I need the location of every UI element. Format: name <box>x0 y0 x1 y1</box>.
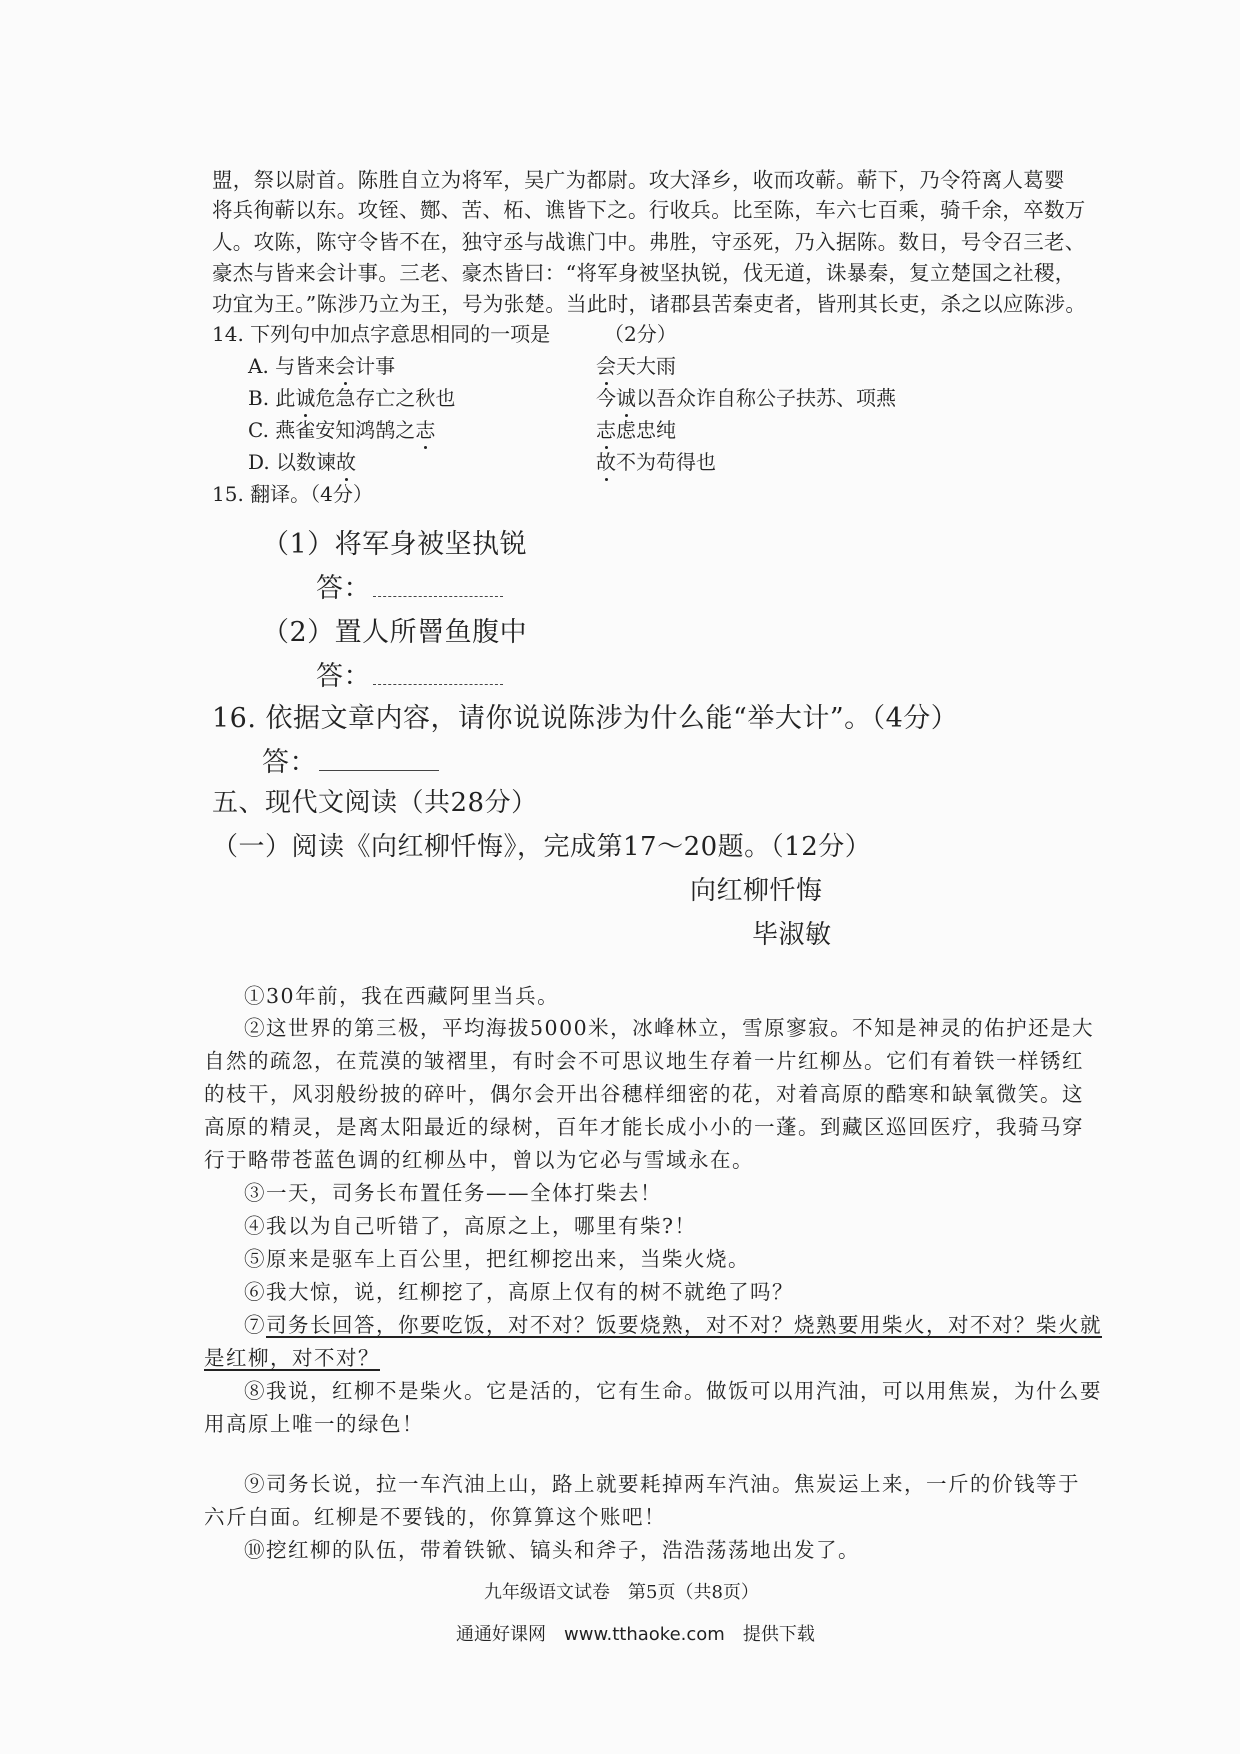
paragraph-2-line: 的枝干，风羽般纷披的碎叶，偶尔会开出谷穗样细密的花，对着高原的酷寒和缺氧微笑。这 <box>204 1082 1084 1106</box>
classical-line: 将兵徇蕲以东。攻铚、酂、苦、柘、谯皆下之。行收兵。比至陈，车六七百乘，骑千余，卒数万 <box>212 198 1086 222</box>
paragraph-2-line: 高原的精灵，是离太阳最近的绿树，百年才能长成小小的一蓬。到藏区巡回医疗，我骑马穿 <box>204 1115 1084 1139</box>
question-14-stem: 14. 下列句中加点字意思相同的一项是 <box>212 322 551 346</box>
download-note: 通通好课网 www.tthaoke.com 提供下载 <box>456 1624 815 1645</box>
question-15-answer-1[interactable]: 答： <box>316 566 503 605</box>
paragraph-9-line: 六斤白面。红柳是不要钱的，你算算这个账吧！ <box>204 1505 666 1529</box>
paragraph-9-line: ⑨司务长说，拉一车汽油上山，路上就要耗掉两车汽油。焦炭运上来，一斤的价钱等于 <box>244 1472 1080 1496</box>
paragraph-6: ⑥我大惊，说，红柳挖了，高原上仅有的树不就绝了吗？ <box>244 1280 794 1304</box>
answer-blank[interactable] <box>319 748 439 771</box>
article-title: 向红柳忏悔 <box>690 876 823 906</box>
paragraph-4: ④我以为自己听错了，高原之上，哪里有柴?！ <box>244 1214 697 1238</box>
question-14-option-a-right: 会天大雨 <box>596 354 676 378</box>
paragraph-3: ③一天，司务长布置任务——全体打柴去！ <box>244 1181 662 1205</box>
paragraph-7-line-1: ⑦司务长回答，你要吃饭，对不对？饭要烧熟，对不对？烧熟要用柴火，对不对？柴火就 <box>244 1313 1102 1337</box>
paragraph-5: ⑤原来是驱车上百公里，把红柳挖出来，当柴火烧。 <box>244 1247 750 1271</box>
paragraph-2-line: ②这世界的第三极，平均海拔5000米，冰峰林立，雪原寥寂。不知是神灵的佑护还是大 <box>244 1016 1095 1040</box>
answer-blank[interactable] <box>373 574 503 597</box>
paragraph-2-line: 行于略带苍蓝色调的红柳丛中，曾以为它必与雪域永在。 <box>204 1148 754 1172</box>
article-author: 毕淑敏 <box>752 920 832 950</box>
question-15-stem: 15. 翻译。（4分） <box>212 482 373 506</box>
question-15-item-2: （2）置人所罾鱼腹中 <box>262 617 528 648</box>
paragraph-2-line: 自然的疏忽，在荒漠的皱褶里，有时会不可思议地生存着一片红柳丛。它们有着铁一样锈红 <box>204 1049 1084 1073</box>
section-heading: 五、现代文阅读（共28分） <box>212 788 538 818</box>
page-info: 九年级语文试卷 第5页（共8页） <box>484 1582 759 1603</box>
question-14-option-c-right: 志虑忠纯 <box>596 418 676 442</box>
classical-line: 盟，祭以尉首。陈胜自立为将军，吴广为都尉。攻大泽乡，收而攻蕲。蕲下，乃令符离人葛婴 <box>212 168 1065 192</box>
classical-line: 功宜为王。”陈涉乃立为王，号为张楚。当此时，诸郡县苦秦吏者，皆刑其长吏，杀之以应陈涉。 <box>212 292 1087 316</box>
question-14-option-b-right: 今诚以吾众诈自称公子扶苏、项燕 <box>596 386 896 410</box>
question-16-stem: 16. 依据文章内容，请你说说陈涉为什么能“举大计”。（4分） <box>212 703 959 734</box>
paragraph-1: ①30年前，我在西藏阿里当兵。 <box>244 984 560 1008</box>
question-14-option-d-left: D. 以数谏故 <box>248 450 357 474</box>
question-14-option-c-left: C. 燕雀安知鸿鹄之志 <box>248 418 436 442</box>
paragraph-8-line: 用高原上唯一的绿色！ <box>204 1412 424 1436</box>
paragraph-8-line: ⑧我说，红柳不是柴火。它是活的，它有生命。做饭可以用汽油，可以用焦炭，为什么要 <box>244 1379 1102 1403</box>
classical-line: 豪杰与皆来会计事。三老、豪杰皆曰：“将军身被坚执锐，伐无道，诛暴秦，复立楚国之社稷， <box>212 261 1076 285</box>
question-14-option-b-left: B. 此诚危急存亡之秋也 <box>248 386 456 410</box>
question-14-option-d-right: 故不为苟得也 <box>596 450 716 474</box>
classical-line: 人。攻陈，陈守令皆不在，独守丞与战谯门中。弗胜，守丞死，乃入据陈。数日，号令召三老、 <box>212 230 1086 254</box>
question-14-option-a-left: A. 与皆来会计事 <box>248 354 396 378</box>
question-15-answer-2[interactable]: 答： <box>316 654 503 693</box>
question-16-answer[interactable]: 答： <box>262 740 439 779</box>
question-15-item-1: （1）将军身被坚执锐 <box>262 529 528 560</box>
paragraph-10: ⑩挖红柳的队伍，带着铁锨、镐头和斧子，浩浩荡荡地出发了。 <box>244 1538 860 1562</box>
question-14-score: （2分） <box>604 322 677 346</box>
section-sub-heading: （一）阅读《向红柳忏悔》，完成第17～20题。（12分） <box>212 832 872 862</box>
paragraph-7-line-2: 是红柳，对不对？ <box>204 1346 380 1370</box>
answer-blank[interactable] <box>373 662 503 685</box>
